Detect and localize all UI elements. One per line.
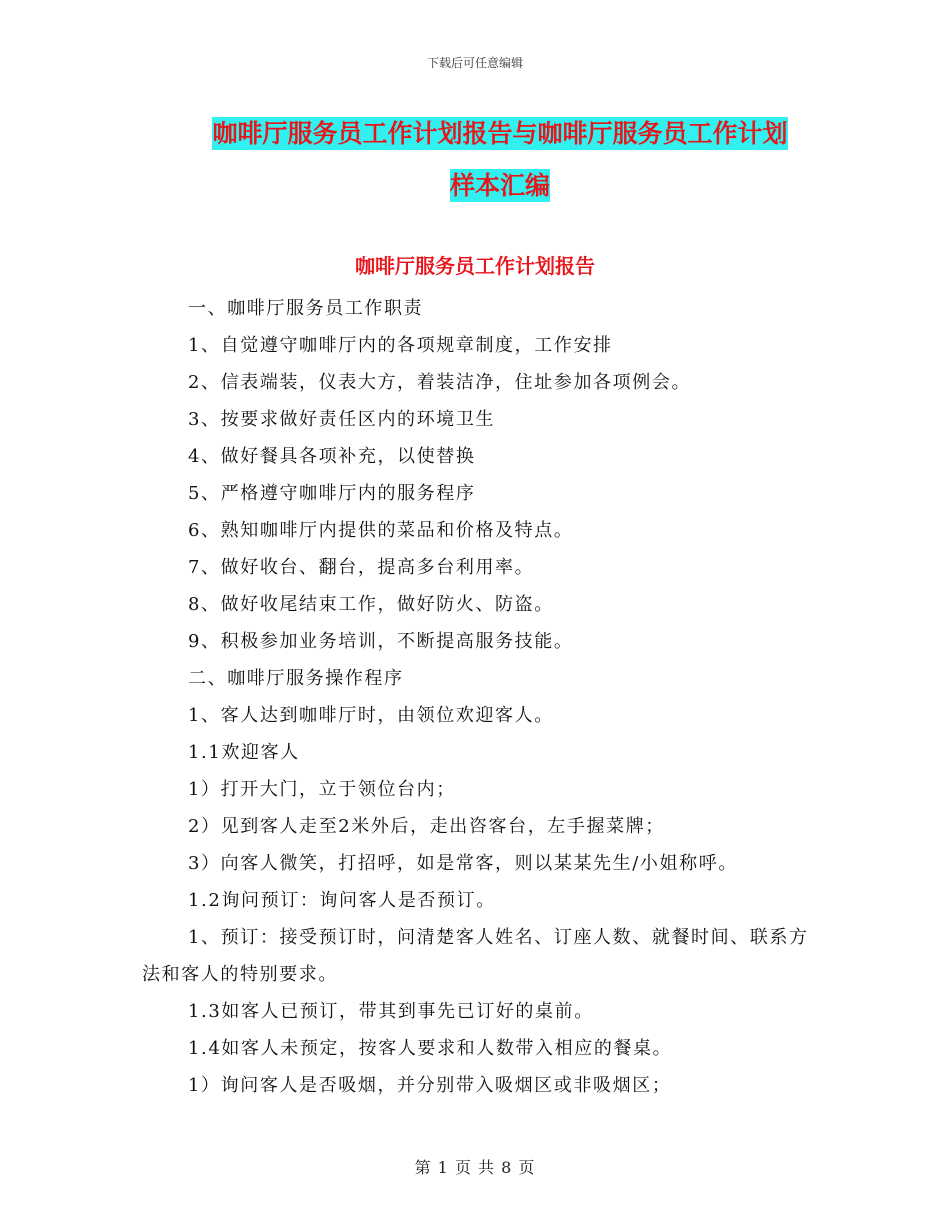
paragraph: 7、做好收台、翻台，提高多台利用率。 bbox=[188, 557, 535, 578]
paragraph: 3、按要求做好责任区内的环境卫生 bbox=[188, 409, 496, 430]
paragraph: 1.3如客人已预订，带其到事先已订好的桌前。 bbox=[188, 1001, 594, 1022]
paragraph: 二、咖啡厅服务操作程序 bbox=[188, 668, 404, 689]
paragraph: 1）打开大门，立于领位台内； bbox=[188, 779, 456, 800]
page-number-footer: 第 1 页 共 8 页 bbox=[414, 1158, 536, 1177]
paragraph: 1.2询问预订：询问客人是否预订。 bbox=[188, 890, 496, 911]
paragraph: 5、严格遵守咖啡厅内的服务程序 bbox=[188, 483, 476, 504]
paragraph: 1、预订：接受预订时，问清楚客人姓名、订座人数、就餐时间、联系方法和客人的特别要求。 bbox=[142, 927, 809, 985]
paragraph: 1、客人达到咖啡厅时，由领位欢迎客人。 bbox=[188, 705, 554, 726]
paragraph: 1）询问客人是否吸烟，并分别带入吸烟区或非吸烟区； bbox=[188, 1075, 672, 1096]
document-title-line-2: 样本汇编 bbox=[449, 171, 550, 200]
paragraph: 一、咖啡厅服务员工作职责 bbox=[188, 298, 424, 319]
paragraph: 4、做好餐具各项补充，以使替换 bbox=[188, 446, 476, 467]
paragraph: 2）见到客人走至2米外后，走出咨客台，左手握菜牌； bbox=[188, 816, 665, 837]
document-body bbox=[142, 290, 822, 1104]
document-title-line-1: 咖啡厅服务员工作计划报告与咖啡厅服务员工作计划 bbox=[212, 119, 788, 148]
paragraph: 8、做好收尾结束工作，做好防火、防盗。 bbox=[188, 594, 554, 615]
paragraph: 1.4如客人未预定，按客人要求和人数带入相应的餐桌。 bbox=[188, 1038, 673, 1059]
paragraph: 6、熟知咖啡厅内提供的菜品和价格及特点。 bbox=[188, 520, 574, 541]
paragraph: 2、信表端装，仪表大方，着装洁净，住址参加各项例会。 bbox=[188, 372, 692, 393]
section-title: 咖啡厅服务员工作计划报告 bbox=[355, 254, 595, 278]
paragraph: 1.1欢迎客人 bbox=[188, 742, 300, 763]
paragraph: 1、自觉遵守咖啡厅内的各项规章制度，工作安排 bbox=[188, 335, 613, 356]
page-header-note: 下载后可任意编辑 bbox=[426, 56, 523, 70]
paragraph: 9、积极参加业务培训，不断提高服务技能。 bbox=[188, 631, 574, 652]
paragraph: 3）向客人微笑，打招呼，如是常客，则以某某先生/小姐称呼。 bbox=[188, 853, 738, 874]
document-title bbox=[140, 108, 860, 212]
